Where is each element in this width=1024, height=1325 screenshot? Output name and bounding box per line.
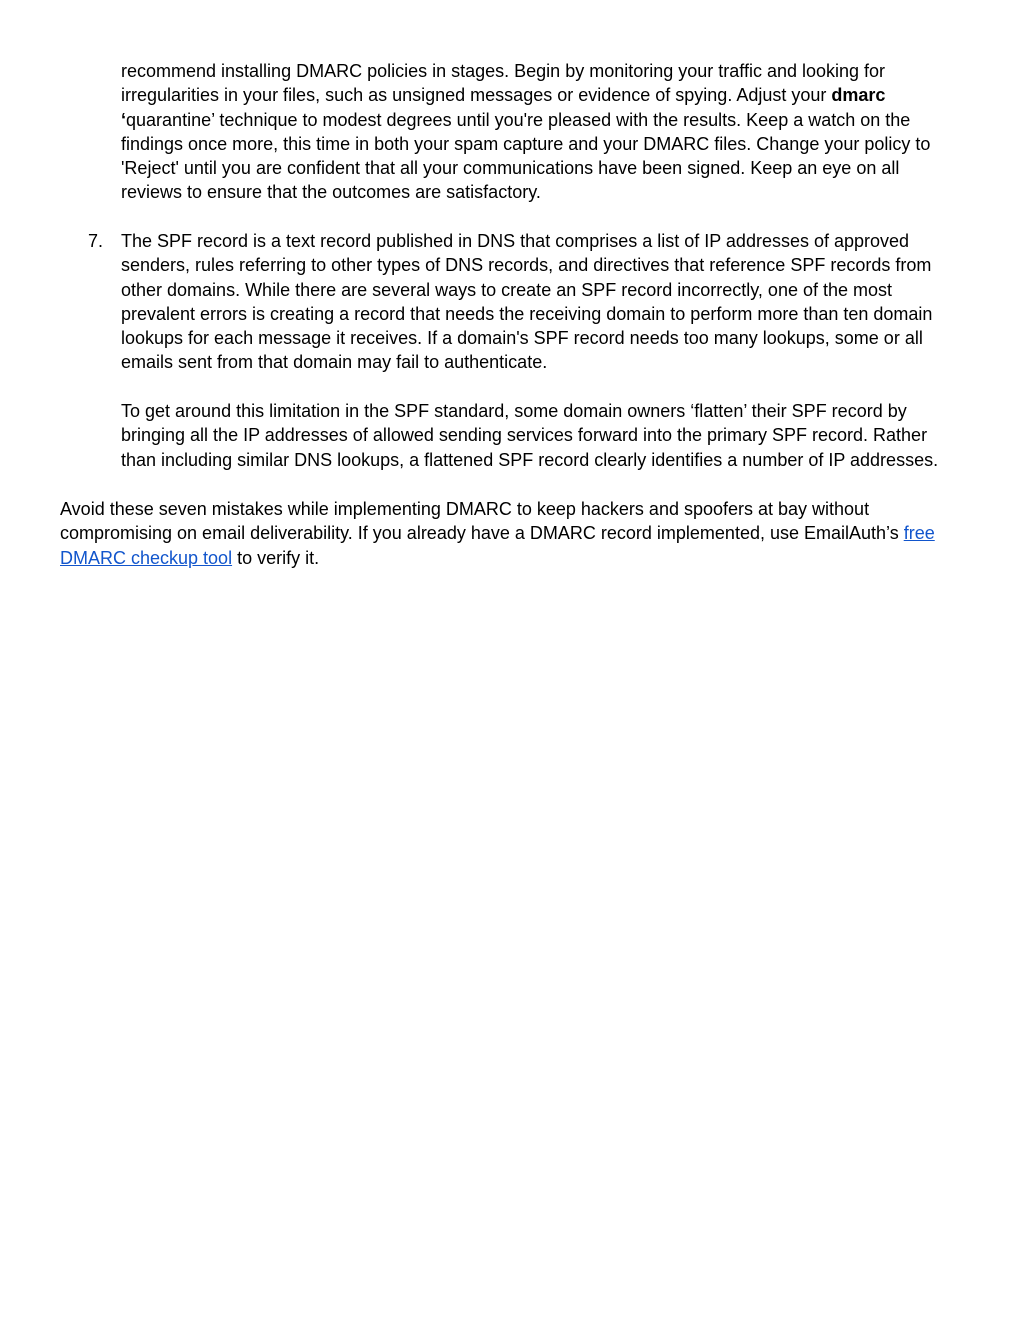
text-line: lookups for each message it receives. If a domain's SPF record needs too many lookups, some or all xyxy=(121,328,923,349)
text-line: ‘quarantine’ technique to modest degrees until you're pleased with the results. Keep a watch on the xyxy=(121,109,911,130)
conclusion-paragraph xyxy=(60,497,935,570)
text-line: than including similar DNS lookups, a flattened SPF record clearly identifies a number of IP addresses. xyxy=(121,449,939,470)
text-line: findings once more, this time in both your spam capture and your DMARC files. Change your policy to xyxy=(121,133,931,154)
bold-term: dmarc xyxy=(831,85,886,106)
text-line: emails sent from that domain may fail to authenticate. xyxy=(121,352,548,373)
text-line: recommend installing DMARC policies in stages. Begin by monitoring your traffic and looking for xyxy=(121,61,886,81)
text-line: irregularities in your files, such as unsigned messages or evidence of spying. Adjust your dmarc xyxy=(121,85,886,106)
text-line: senders, rules referring to other types of DNS records, and directives that reference SPF records from xyxy=(121,255,932,276)
list-number-7: 7. xyxy=(88,231,104,251)
text-line: prevalent errors is creating a record that needs the receiving domain to perform more than ten domain xyxy=(121,303,933,324)
continuation-paragraph xyxy=(121,59,930,205)
text-line: Avoid these seven mistakes while implementing DMARC to keep hackers and spoofers at bay without xyxy=(60,499,870,519)
item-7-paragraph xyxy=(121,229,932,375)
item-7-followup-paragraph xyxy=(121,399,938,472)
bold-quote: ‘ xyxy=(121,109,127,130)
text-line: other domains. While there are several ways to create an SPF record incorrectly, one of the most xyxy=(121,279,893,300)
text-line: reviews to ensure that the outcomes are satisfactory. xyxy=(121,182,541,203)
text-line: DMARC checkup tool to verify it. xyxy=(60,547,320,568)
dmarc-checkup-link[interactable]: free xyxy=(903,523,935,544)
text-line: 'Reject' until you are confident that all your communications have been signed. Keep an eye on all xyxy=(121,158,900,179)
dmarc-checkup-link-continued[interactable]: DMARC checkup tool xyxy=(60,547,233,568)
text-line: The SPF record is a text record published in DNS that comprises a list of IP addresses of approved xyxy=(121,231,910,251)
text-line: bringing all the IP addresses of allowed sending services forward into the primary SPF record. Rather xyxy=(121,425,928,446)
text-line: To get around this limitation in the SPF standard, some domain owners ‘flatten’ their SPF record by xyxy=(121,401,907,421)
text-line: compromising on email deliverability. If you already have a DMARC record implemented, use EmailAuth’s free xyxy=(60,523,935,544)
